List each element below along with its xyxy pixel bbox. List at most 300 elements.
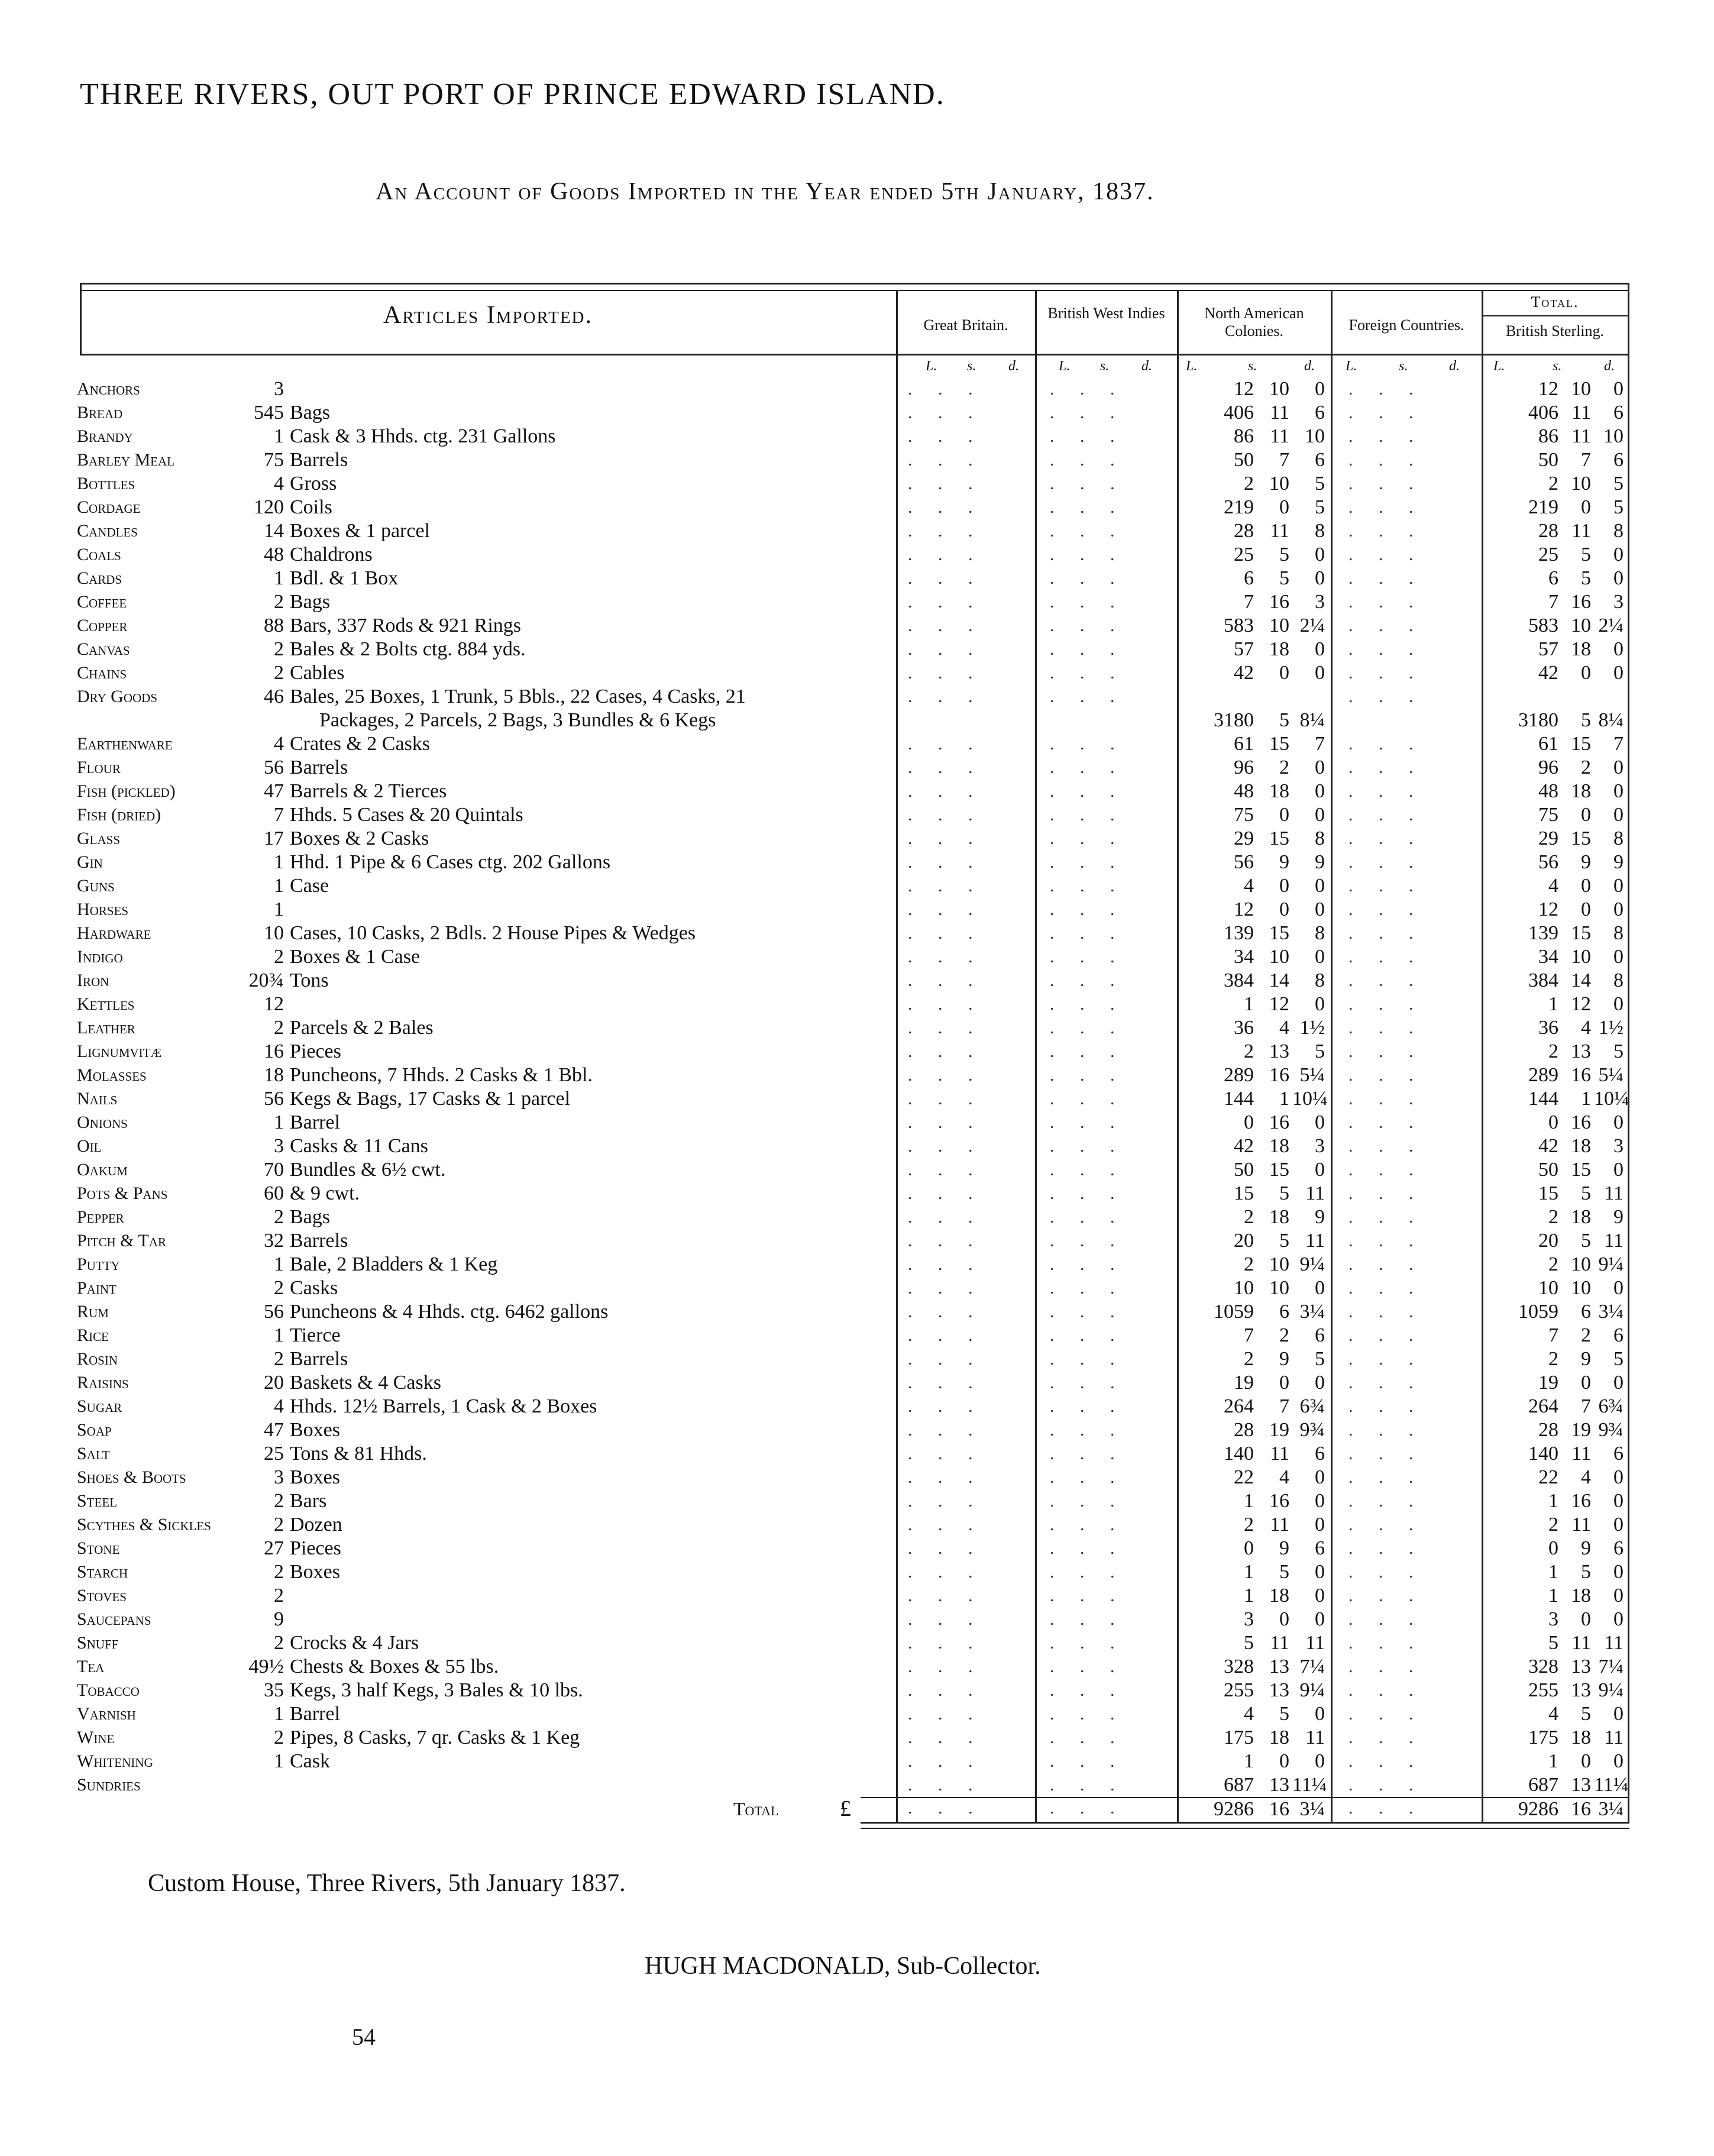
table-row bbox=[0, 661, 1714, 685]
nac-shillings: 10 bbox=[1269, 1253, 1289, 1275]
header-total-sub: British Sterling. bbox=[1505, 322, 1605, 340]
nac-shillings: 0 bbox=[1279, 875, 1289, 897]
total-shillings: 15 bbox=[1571, 828, 1591, 849]
table-row bbox=[0, 1395, 1714, 1418]
total-pence: 0 bbox=[1613, 804, 1624, 826]
total-pence: 5¼ bbox=[1598, 1064, 1624, 1086]
table-row bbox=[0, 1466, 1714, 1489]
nac-pence: 6 bbox=[1315, 1324, 1325, 1346]
article-name: Salt bbox=[77, 1444, 110, 1463]
nac-pence: 0 bbox=[1315, 544, 1325, 565]
nac-pence: 11 bbox=[1305, 1230, 1325, 1252]
empty-cell-fc: . . . bbox=[1348, 1326, 1424, 1345]
lsd-total-d: d. bbox=[1604, 358, 1615, 374]
nac-pounds: 4 bbox=[1244, 875, 1254, 897]
document-title: THREE RIVERS, OUT PORT OF PRINCE EDWARD ISLAND. bbox=[80, 77, 945, 111]
empty-cell-fc: . . . bbox=[1348, 1207, 1424, 1227]
total-shillings: 11 bbox=[1571, 520, 1591, 542]
total-pence: 0 bbox=[1613, 1585, 1624, 1607]
article-description: Barrel bbox=[290, 1703, 340, 1725]
article-description: Boxes bbox=[290, 1466, 340, 1488]
empty-cell-gb: . . . bbox=[908, 1444, 984, 1463]
article-quantity: 20 bbox=[264, 1372, 284, 1394]
total-shillings: 0 bbox=[1581, 898, 1591, 920]
total-shillings: 2 bbox=[1581, 757, 1591, 778]
table-row bbox=[0, 1773, 1714, 1797]
article-quantity: 2 bbox=[274, 1585, 284, 1607]
nac-shillings: 4 bbox=[1279, 1466, 1289, 1488]
nac-pounds: 20 bbox=[1234, 1230, 1254, 1252]
nac-shillings: 5 bbox=[1279, 544, 1289, 565]
total-nac-d: 3¼ bbox=[1299, 1798, 1325, 1820]
article-name: Leather bbox=[77, 1018, 135, 1037]
nac-pounds: 406 bbox=[1224, 402, 1254, 424]
total-pence: 8¼ bbox=[1598, 709, 1624, 731]
empty-cell-gb: . . . bbox=[908, 1136, 984, 1156]
table-row bbox=[0, 448, 1714, 472]
lsd-gb-s: s. bbox=[967, 358, 976, 374]
nac-pounds: 2 bbox=[1244, 1348, 1254, 1370]
empty-cell-gb: . . . bbox=[908, 426, 984, 446]
header-bottom-rule bbox=[80, 354, 1629, 355]
empty-cell-fc: . . . bbox=[1348, 568, 1424, 588]
total-shillings: 4 bbox=[1581, 1017, 1591, 1039]
table-row bbox=[0, 898, 1714, 922]
article-description: Bags bbox=[290, 591, 330, 613]
document-subtitle: An Account of Goods Imported in the Year ended 5th January, 1837. bbox=[376, 178, 1154, 205]
table-row bbox=[0, 1513, 1714, 1537]
total-shillings: 11 bbox=[1571, 1632, 1591, 1654]
total-pounds: 1059 bbox=[1518, 1301, 1558, 1323]
article-description: Boxes bbox=[290, 1561, 340, 1583]
nac-pounds: 0 bbox=[1244, 1111, 1254, 1133]
total-pounds: 56 bbox=[1538, 851, 1558, 873]
total-pounds: 48 bbox=[1538, 780, 1558, 802]
nac-shillings: 0 bbox=[1279, 804, 1289, 826]
article-name: Rice bbox=[77, 1326, 109, 1345]
empty-cell-gb: . . . bbox=[908, 1089, 984, 1108]
empty-cell-fc: . . . bbox=[1348, 1728, 1424, 1747]
article-name: Candles bbox=[77, 521, 138, 541]
total-shillings: 12 bbox=[1571, 993, 1591, 1015]
total-pounds: 96 bbox=[1538, 757, 1558, 778]
total-shillings: 10 bbox=[1571, 378, 1591, 400]
lsd-nac-l: L. bbox=[1186, 358, 1198, 374]
article-description: Barrels bbox=[290, 757, 348, 778]
total-shillings: 11 bbox=[1571, 402, 1591, 424]
article-name: Fish (pickled) bbox=[77, 781, 176, 801]
empty-cell-bwi: . . . bbox=[1050, 1657, 1126, 1676]
empty-cell-gb: . . . bbox=[908, 1704, 984, 1724]
total-pence: 8 bbox=[1613, 969, 1624, 991]
empty-cell-fc: . . . bbox=[1348, 734, 1424, 754]
empty-cell-bwi: . . . bbox=[1050, 1136, 1126, 1156]
total-pence: 11 bbox=[1604, 1182, 1624, 1204]
table-top-rule-2 bbox=[80, 290, 1629, 291]
article-name: Onions bbox=[77, 1113, 128, 1132]
empty-cell-gb: . . . bbox=[908, 1042, 984, 1061]
nac-pounds: 42 bbox=[1234, 662, 1254, 684]
total-pounds: 264 bbox=[1528, 1395, 1558, 1417]
empty-cell-bwi: . . . bbox=[1050, 592, 1126, 612]
empty-cell-bwi: . . . bbox=[1050, 1255, 1126, 1274]
nac-pounds: 50 bbox=[1234, 449, 1254, 471]
article-description: Bales, 25 Boxes, 1 Trunk, 5 Bbls., 22 Cases, 4 Casks, 21 bbox=[290, 686, 746, 707]
lsd-nac-s: s. bbox=[1248, 358, 1257, 374]
article-quantity: 1 bbox=[274, 851, 284, 873]
total-pounds: 15 bbox=[1538, 1182, 1558, 1204]
empty-cell-bwi: . . . bbox=[1050, 1089, 1126, 1108]
article-quantity: 120 bbox=[254, 496, 284, 518]
article-quantity: 1 bbox=[274, 898, 284, 920]
empty-cell-gb: . . . bbox=[908, 758, 984, 777]
nac-pence: 7¼ bbox=[1299, 1656, 1325, 1677]
empty-cell-gb: . . . bbox=[908, 1397, 984, 1416]
empty-cell-gb: . . . bbox=[908, 592, 984, 612]
nac-pence: 0 bbox=[1315, 1608, 1325, 1630]
empty-cell-gb: . . . bbox=[908, 403, 984, 422]
lsd-fc-l: L. bbox=[1346, 358, 1357, 374]
table-row bbox=[0, 1347, 1714, 1371]
nac-pence: 0 bbox=[1315, 1514, 1325, 1536]
empty-cell-fc: . . . bbox=[1348, 805, 1424, 825]
table-row bbox=[0, 1537, 1714, 1560]
table-row bbox=[0, 732, 1714, 756]
nac-pence: 0 bbox=[1315, 1111, 1325, 1133]
nac-pounds: 61 bbox=[1234, 733, 1254, 755]
empty-cell-gb: . . . bbox=[908, 1728, 984, 1747]
total-pounds: 19 bbox=[1538, 1372, 1558, 1394]
article-description: Bags bbox=[290, 1206, 330, 1228]
nac-pence: 9 bbox=[1315, 851, 1325, 873]
nac-pence: 8 bbox=[1315, 828, 1325, 849]
nac-pounds: 86 bbox=[1234, 425, 1254, 447]
nac-shillings: 11 bbox=[1270, 520, 1289, 542]
article-quantity: 46 bbox=[264, 686, 284, 707]
nac-shillings: 7 bbox=[1279, 1395, 1289, 1417]
nac-pounds: 289 bbox=[1224, 1064, 1254, 1086]
nac-shillings: 4 bbox=[1279, 1017, 1289, 1039]
empty-cell-bwi: . . . bbox=[1050, 1680, 1126, 1700]
article-name: Stone bbox=[77, 1538, 120, 1558]
article-description: Boxes & 1 parcel bbox=[290, 520, 430, 542]
total-shillings: 11 bbox=[1571, 425, 1591, 447]
table-row bbox=[0, 1371, 1714, 1395]
empty-cell-fc: . . . bbox=[1348, 1018, 1424, 1037]
table-row bbox=[0, 496, 1714, 519]
nac-shillings: 13 bbox=[1269, 1656, 1289, 1677]
total-pence: 0 bbox=[1613, 1111, 1624, 1133]
empty-cell-fc: . . . bbox=[1348, 1420, 1424, 1440]
empty-cell-bwi: . . . bbox=[1050, 1113, 1126, 1132]
total-pounds: 2 bbox=[1548, 473, 1558, 494]
lsd-total-l: L. bbox=[1493, 358, 1505, 374]
nac-pence: 0 bbox=[1315, 567, 1325, 589]
empty-cell-gb: . . . bbox=[908, 876, 984, 896]
empty-cell-fc: . . . bbox=[1348, 1444, 1424, 1463]
total-pence: 3 bbox=[1613, 591, 1624, 613]
nac-pounds: 139 bbox=[1224, 922, 1254, 944]
table-row bbox=[0, 1016, 1714, 1040]
empty-cell-gb: . . . bbox=[908, 521, 984, 541]
empty-cell-fc: . . . bbox=[1348, 1373, 1424, 1392]
empty-cell-fc: . . . bbox=[1348, 639, 1424, 659]
empty-cell-bwi: . . . bbox=[1050, 1538, 1126, 1558]
article-description: Crocks & 4 Jars bbox=[290, 1632, 419, 1654]
table-top-rule bbox=[80, 283, 1629, 285]
article-quantity: 4 bbox=[274, 1395, 284, 1417]
table-row bbox=[0, 590, 1714, 614]
article-name: Chains bbox=[77, 663, 127, 683]
nac-pounds: 10 bbox=[1234, 1277, 1254, 1299]
empty-cell-gb: . . . bbox=[908, 663, 984, 683]
nac-pounds: 1 bbox=[1244, 1561, 1254, 1583]
total-shillings: 0 bbox=[1581, 1608, 1591, 1630]
table-left-border bbox=[80, 283, 82, 355]
nac-shillings: 7 bbox=[1279, 449, 1289, 471]
table-row bbox=[0, 685, 1714, 731]
total-pence: 7¼ bbox=[1598, 1656, 1624, 1677]
article-quantity: 88 bbox=[264, 615, 284, 636]
total-shillings: 0 bbox=[1581, 875, 1591, 897]
nac-shillings: 0 bbox=[1279, 1372, 1289, 1394]
empty-cell-gb: . . . bbox=[908, 781, 984, 801]
nac-pence: 11 bbox=[1305, 1182, 1325, 1204]
total-pounds: 328 bbox=[1528, 1656, 1558, 1677]
total-pounds: 57 bbox=[1538, 638, 1558, 660]
article-quantity: 1 bbox=[274, 1703, 284, 1725]
article-quantity: 14 bbox=[264, 520, 284, 542]
total-pounds: 2 bbox=[1548, 1348, 1558, 1370]
nac-pence: 11¼ bbox=[1292, 1774, 1327, 1796]
empty-cell-fc: . . . bbox=[1348, 426, 1424, 446]
empty-cell-bwi: . . . bbox=[1050, 852, 1126, 872]
empty-cell-gb: . . . bbox=[908, 923, 984, 943]
nac-shillings: 18 bbox=[1269, 1585, 1289, 1607]
empty-cell-gb: . . . bbox=[908, 616, 984, 635]
empty-cell-bwi: . . . bbox=[1050, 1065, 1126, 1085]
article-name: Starch bbox=[77, 1562, 128, 1582]
total-pence: 7 bbox=[1613, 733, 1624, 755]
article-quantity: 20¾ bbox=[248, 969, 284, 991]
nac-shillings: 0 bbox=[1279, 1608, 1289, 1630]
article-name: Gin bbox=[77, 852, 103, 872]
total-shillings: 10 bbox=[1571, 473, 1591, 494]
article-description: Hhd. 1 Pipe & 6 Cases ctg. 202 Gallons bbox=[290, 851, 611, 873]
header-foreign-countries: Foreign Countries. bbox=[1348, 316, 1464, 334]
total-pence: 0 bbox=[1613, 1466, 1624, 1488]
article-name: Varnish bbox=[77, 1704, 136, 1724]
nac-shillings: 5 bbox=[1279, 567, 1289, 589]
nac-pounds: 57 bbox=[1234, 638, 1254, 660]
article-name: Glass bbox=[77, 829, 121, 848]
empty-cell-gb: . . . bbox=[908, 1018, 984, 1037]
total-shillings: 13 bbox=[1571, 1679, 1591, 1701]
total-pounds: 2 bbox=[1548, 1514, 1558, 1536]
article-name: Hardware bbox=[77, 923, 151, 943]
nac-shillings: 11 bbox=[1270, 1632, 1289, 1654]
empty-cell-bwi: . . . bbox=[1050, 379, 1126, 399]
table-row bbox=[0, 1726, 1714, 1750]
article-name: Saucepans bbox=[77, 1609, 151, 1629]
total-pounds: 144 bbox=[1528, 1088, 1558, 1110]
article-description: Boxes bbox=[290, 1419, 340, 1441]
total-pence: 6 bbox=[1613, 402, 1624, 424]
article-name: Iron bbox=[77, 971, 109, 990]
total-pounds: 10 bbox=[1538, 1277, 1558, 1299]
total-fc-dots: . . . bbox=[1348, 1798, 1424, 1818]
empty-cell-fc: . . . bbox=[1348, 1680, 1424, 1700]
article-quantity: 1 bbox=[274, 1253, 284, 1275]
empty-cell-fc: . . . bbox=[1348, 876, 1424, 896]
total-pounds: 2 bbox=[1548, 1253, 1558, 1275]
total-pounds: 3180 bbox=[1518, 709, 1558, 731]
nac-pence: 0 bbox=[1315, 1466, 1325, 1488]
nac-pence: 9¼ bbox=[1299, 1679, 1325, 1701]
nac-pounds: 4 bbox=[1244, 1703, 1254, 1725]
nac-pence: 0 bbox=[1315, 378, 1325, 400]
total-shillings: 6 bbox=[1581, 1301, 1591, 1323]
article-quantity: 49½ bbox=[248, 1656, 284, 1677]
empty-cell-bwi: . . . bbox=[1050, 687, 1126, 706]
empty-cell-fc: . . . bbox=[1348, 829, 1424, 848]
total-pence: 8 bbox=[1613, 828, 1624, 849]
table-row bbox=[0, 945, 1714, 969]
empty-cell-fc: . . . bbox=[1348, 1136, 1424, 1156]
article-quantity: 18 bbox=[264, 1064, 284, 1086]
empty-cell-bwi: . . . bbox=[1050, 1326, 1126, 1345]
empty-cell-gb: . . . bbox=[908, 1302, 984, 1321]
nac-pounds: 56 bbox=[1234, 851, 1254, 873]
total-shillings: 18 bbox=[1571, 780, 1591, 802]
empty-cell-bwi: . . . bbox=[1050, 758, 1126, 777]
nac-pence: 0 bbox=[1315, 757, 1325, 778]
article-name: Pots & Pans bbox=[77, 1184, 168, 1203]
total-pounds: 36 bbox=[1538, 1017, 1558, 1039]
total-pounds: 1 bbox=[1548, 1585, 1558, 1607]
nac-pence: 6¾ bbox=[1299, 1395, 1325, 1417]
nac-pounds: 5 bbox=[1244, 1632, 1254, 1654]
nac-shillings: 1 bbox=[1279, 1088, 1289, 1110]
page-number: 54 bbox=[352, 2024, 376, 2050]
nac-pence: 8¼ bbox=[1299, 709, 1325, 731]
total-pence: 11 bbox=[1604, 1230, 1624, 1252]
article-name: Whitening bbox=[77, 1751, 153, 1771]
article-description: Baskets & 4 Casks bbox=[290, 1372, 441, 1394]
article-description: Cables bbox=[290, 662, 345, 684]
empty-cell-bwi: . . . bbox=[1050, 545, 1126, 564]
total-shillings: 15 bbox=[1571, 922, 1591, 944]
total-pounds: 1 bbox=[1548, 1561, 1558, 1583]
article-description: Pieces bbox=[290, 1040, 341, 1062]
total-sterling-s: 16 bbox=[1571, 1798, 1591, 1820]
total-pence: 0 bbox=[1613, 1561, 1624, 1583]
total-bwi-dots: . . . bbox=[1050, 1798, 1126, 1818]
total-pence: 9¾ bbox=[1598, 1419, 1624, 1441]
nac-shillings: 5 bbox=[1279, 1230, 1289, 1252]
table-row bbox=[0, 1489, 1714, 1513]
nac-pounds: 7 bbox=[1244, 1324, 1254, 1346]
empty-cell-fc: . . . bbox=[1348, 1089, 1424, 1108]
total-pence: 0 bbox=[1613, 875, 1624, 897]
empty-cell-fc: . . . bbox=[1348, 1160, 1424, 1179]
table-row bbox=[0, 993, 1714, 1016]
empty-cell-bwi: . . . bbox=[1050, 1042, 1126, 1061]
total-pounds: 42 bbox=[1538, 1135, 1558, 1157]
total-pence: 0 bbox=[1613, 780, 1624, 802]
empty-cell-gb: . . . bbox=[908, 1633, 984, 1653]
total-pence: 10¼ bbox=[1594, 1088, 1629, 1110]
lsd-nac-d: d. bbox=[1304, 358, 1315, 374]
empty-cell-fc: . . . bbox=[1348, 1633, 1424, 1653]
total-pounds: 0 bbox=[1548, 1111, 1558, 1133]
total-pence: 3¼ bbox=[1598, 1301, 1624, 1323]
empty-cell-gb: . . . bbox=[908, 568, 984, 588]
total-shillings: 11 bbox=[1571, 1514, 1591, 1536]
article-quantity: 2 bbox=[274, 1206, 284, 1228]
nac-pounds: 7 bbox=[1244, 591, 1254, 613]
nac-shillings: 15 bbox=[1269, 733, 1289, 755]
total-shillings: 5 bbox=[1581, 1230, 1591, 1252]
table-row bbox=[0, 803, 1714, 827]
total-shillings: 9 bbox=[1581, 851, 1591, 873]
empty-cell-gb: . . . bbox=[908, 852, 984, 872]
nac-pence: 11 bbox=[1305, 1727, 1325, 1748]
total-pence: 9¼ bbox=[1598, 1253, 1624, 1275]
article-name: Soap bbox=[77, 1420, 112, 1440]
total-pounds: 28 bbox=[1538, 1419, 1558, 1441]
empty-cell-gb: . . . bbox=[908, 900, 984, 919]
empty-cell-fc: . . . bbox=[1348, 1278, 1424, 1298]
nac-pence: 0 bbox=[1315, 1561, 1325, 1583]
article-quantity: 9 bbox=[274, 1608, 284, 1630]
article-name: Nails bbox=[77, 1089, 118, 1108]
total-pounds: 384 bbox=[1528, 969, 1558, 991]
nac-pence: 5 bbox=[1315, 473, 1325, 494]
article-description: Cases, 10 Casks, 2 Bdls. 2 House Pipes & Wedges bbox=[290, 922, 696, 944]
empty-cell-gb: . . . bbox=[908, 1160, 984, 1179]
article-description: Barrel bbox=[290, 1111, 340, 1133]
table-row bbox=[0, 543, 1714, 567]
total-shillings: 18 bbox=[1571, 1206, 1591, 1228]
nac-pence: 6 bbox=[1315, 402, 1325, 424]
article-quantity: 75 bbox=[264, 449, 284, 471]
article-quantity: 1 bbox=[274, 425, 284, 447]
article-description: Hhds. 12½ Barrels, 1 Cask & 2 Boxes bbox=[290, 1395, 597, 1417]
total-pounds: 406 bbox=[1528, 402, 1558, 424]
empty-cell-fc: . . . bbox=[1348, 379, 1424, 399]
nac-shillings: 10 bbox=[1269, 378, 1289, 400]
article-description: Boxes & 2 Casks bbox=[290, 828, 429, 849]
total-pence: 0 bbox=[1613, 898, 1624, 920]
empty-cell-bwi: . . . bbox=[1050, 923, 1126, 943]
empty-cell-fc: . . . bbox=[1348, 1255, 1424, 1274]
total-shillings: 16 bbox=[1571, 1064, 1591, 1086]
empty-cell-gb: . . . bbox=[908, 545, 984, 564]
article-description: Barrels bbox=[290, 1230, 348, 1252]
empty-cell-bwi: . . . bbox=[1050, 734, 1126, 754]
empty-cell-gb: . . . bbox=[908, 1326, 984, 1345]
empty-cell-gb: . . . bbox=[908, 829, 984, 848]
total-label: Total bbox=[733, 1798, 779, 1819]
article-name: Lignumvitæ bbox=[77, 1042, 162, 1061]
total-pounds: 1 bbox=[1548, 1750, 1558, 1772]
nac-shillings: 13 bbox=[1269, 1679, 1289, 1701]
table-row bbox=[0, 1702, 1714, 1726]
article-quantity: 3 bbox=[274, 1135, 284, 1157]
empty-cell-bwi: . . . bbox=[1050, 1562, 1126, 1582]
empty-cell-bwi: . . . bbox=[1050, 450, 1126, 470]
